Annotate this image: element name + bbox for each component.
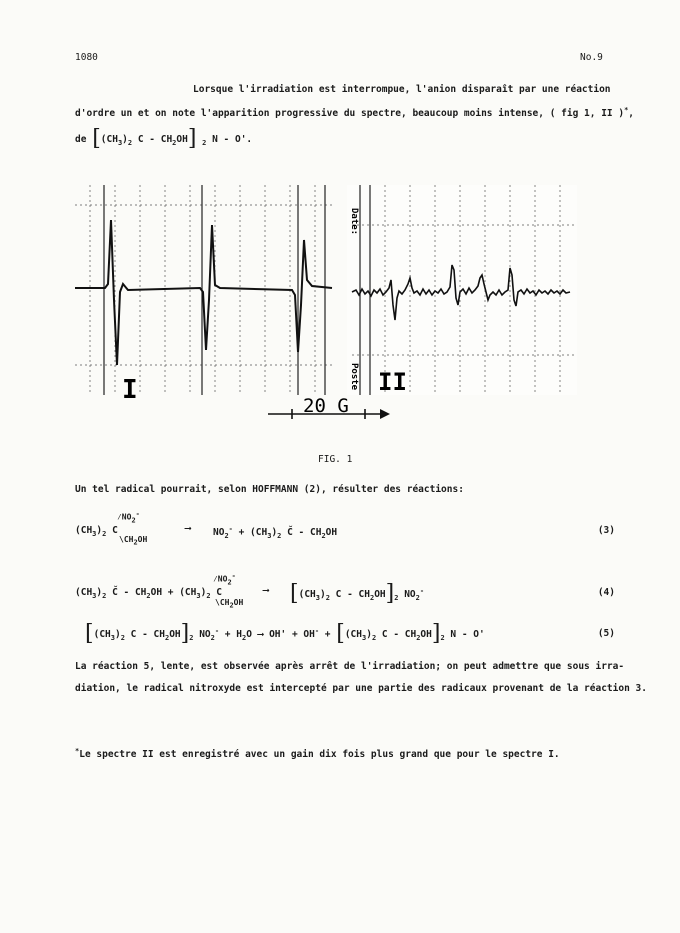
epr-spectra-figure <box>60 180 600 440</box>
issue-number: No.9 <box>580 52 603 63</box>
intro-line-2: d'ordre un et on note l'apparition progressive du spectre, beaucoup moins intense, ( fig 1, II )*, <box>75 106 635 120</box>
label-spectrum-II: II <box>378 368 407 396</box>
side-label-date: Date: <box>349 208 359 236</box>
intro-line-1: Lorsque l'irradiation est interrompue, l'anion disparaît par une réaction <box>193 84 611 95</box>
equation-5: [$(CH_3)_2$ C - $CH_2OH]_2$ $NO_2^- + H_2O$ ⟶ $OH' + OH^- + [(CH_3)_2$ C - $CH_2OH]_2$ N - O' (5) <box>85 621 615 646</box>
reactions-intro: Un tel radical pourrait, selon HOFFMANN (2), résulter des réactions: <box>75 484 464 495</box>
equation-4: $(CH_3)_2$ Č - $CH_2OH + (CH_3)_2$ C ⁄NO2- \CH2OH ⟶ [$(CH_3)_2$ C - $CH_2OH]_2$ $NO_2^-$ (4) <box>75 572 615 610</box>
conclusion-line-2: diation, le radical nitroxyde est intercepté par une partie des radicaux provenant de la réaction 3. <box>75 683 647 694</box>
figure-caption: FIG. 1 <box>318 454 353 465</box>
scale-arrow-icon <box>380 409 390 419</box>
footnote: *Le spectre II est enregistré avec un gain dix fois plus grand que pour le spectre I. <box>75 747 560 761</box>
spectrum-I-trace <box>75 220 332 365</box>
intro-line-3: de [$(CH_3)_2$ C - $CH_2OH$] $_2$ N - O'. <box>75 126 253 151</box>
page-number: 1080 <box>75 52 98 63</box>
conclusion-line-1: La réaction 5, lente, est observée après arrêt de l'irradiation; on peut admettre que sous irra- <box>75 661 625 672</box>
side-label-poste: Poste <box>349 363 359 391</box>
scale-label: 20 G <box>303 395 349 417</box>
equation-3: $(CH_3)_2$ C ⁄NO2- \CH2OH ⟶ $NO_2^- + (CH_3)_2$ Č - $CH_2OH$ (3) <box>75 510 615 547</box>
label-spectrum-I: I <box>122 375 138 405</box>
